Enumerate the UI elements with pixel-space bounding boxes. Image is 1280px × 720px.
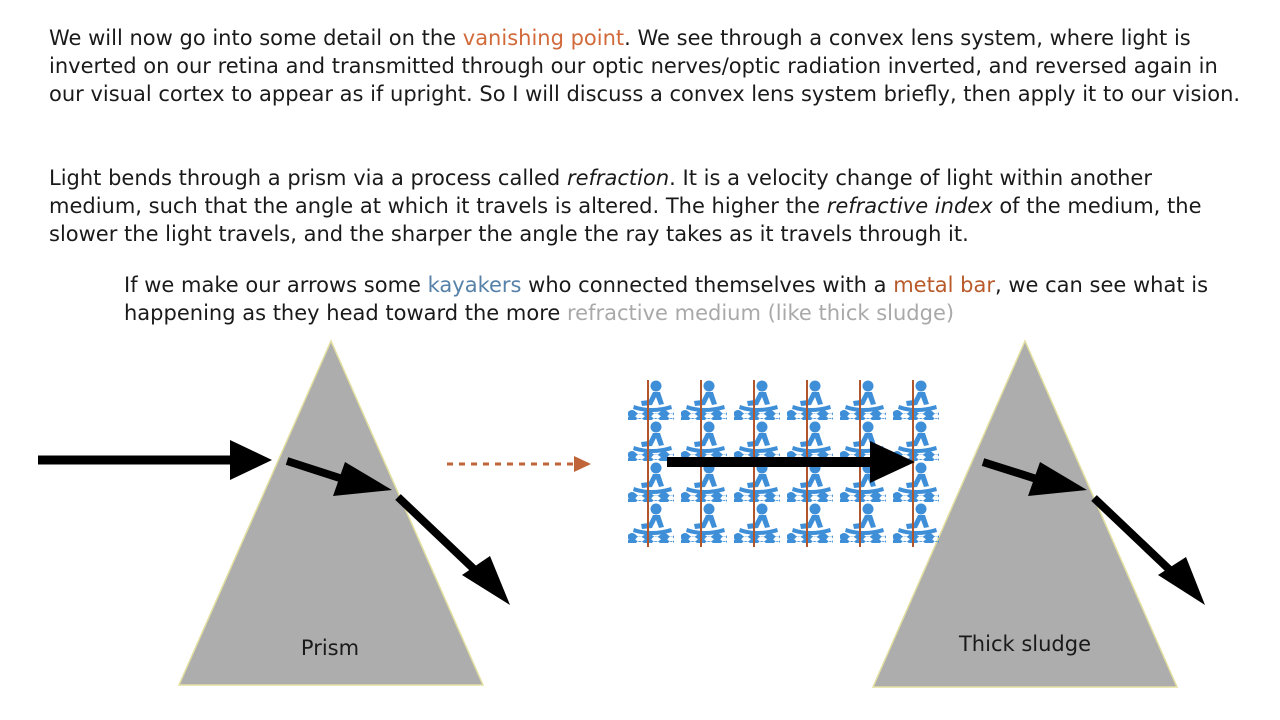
kayaker-icon: [893, 504, 939, 546]
refractive-medium-term: refractive medium (like thick sludge): [566, 301, 955, 325]
kayaker-icon: [787, 422, 833, 464]
kayakers-text-start: If we make our arrows some: [124, 273, 428, 297]
prism-triangle: [179, 341, 483, 685]
vanishing-point-link: vanishing point: [462, 26, 625, 50]
refraction-text-end: of the medium, the slower the light travels, and the sharper the angle the ray takes as it travels through it.: [49, 194, 1202, 246]
kayakers-text-mid: who connected themselves with a: [521, 273, 894, 297]
sludge-label: Thick sludge: [958, 632, 1092, 656]
kayaker-icon: [681, 381, 727, 423]
kayaker-icon: [787, 381, 833, 423]
kayaker-icon: [628, 504, 674, 546]
kayaker-icon: [840, 504, 886, 546]
kayaker-icon: [628, 422, 674, 464]
refraction-text-mid: . It is a velocity change of light within another medium, such that the angle at which it travels is altered. The higher the: [49, 166, 1152, 218]
incoming-ray-arrowhead: [230, 440, 272, 480]
metal-bar-term: metal bar: [893, 273, 996, 297]
intro-text-start: We will now go into some detail on the: [49, 26, 463, 50]
kayaker-icon: [734, 463, 780, 505]
refraction-text-start: Light bends through a prism via a process called: [49, 166, 567, 190]
kayakers-term: kayakers: [427, 273, 522, 297]
kayaker-icon: [628, 463, 674, 505]
intro-text-end: . We see through a convex lens system, where light is inverted on our retina and transmitted through our optic nerves/optic radiation inverted, and reversed again in our visual cortex to appear as if upright. So I will discuss a convex lens system briefly, then apply it to our vision.: [49, 26, 1241, 106]
kayakers-text-mid2: , we can see what is happening as they head toward the more: [124, 273, 1209, 325]
kayaker-icon: [681, 504, 727, 546]
kayaker-icon: [734, 381, 780, 423]
kayaker-icon: [840, 381, 886, 423]
kayaker-icon: [681, 463, 727, 505]
kayak-ray-arrowhead: [870, 441, 915, 483]
refractive-index-term: refractive index: [826, 194, 993, 218]
kayaker-icon: [681, 422, 727, 464]
kayaker-icon: [787, 504, 833, 546]
kayaker-icon: [734, 422, 780, 464]
dotted-arrow-head: [574, 456, 591, 472]
prism-label: Prism: [300, 636, 360, 660]
kayaker-icon: [734, 504, 780, 546]
kayaker-icon: [787, 463, 833, 505]
refraction-term: refraction: [566, 166, 670, 190]
kayaker-icon: [893, 381, 939, 423]
kayaker-icon: [628, 381, 674, 423]
